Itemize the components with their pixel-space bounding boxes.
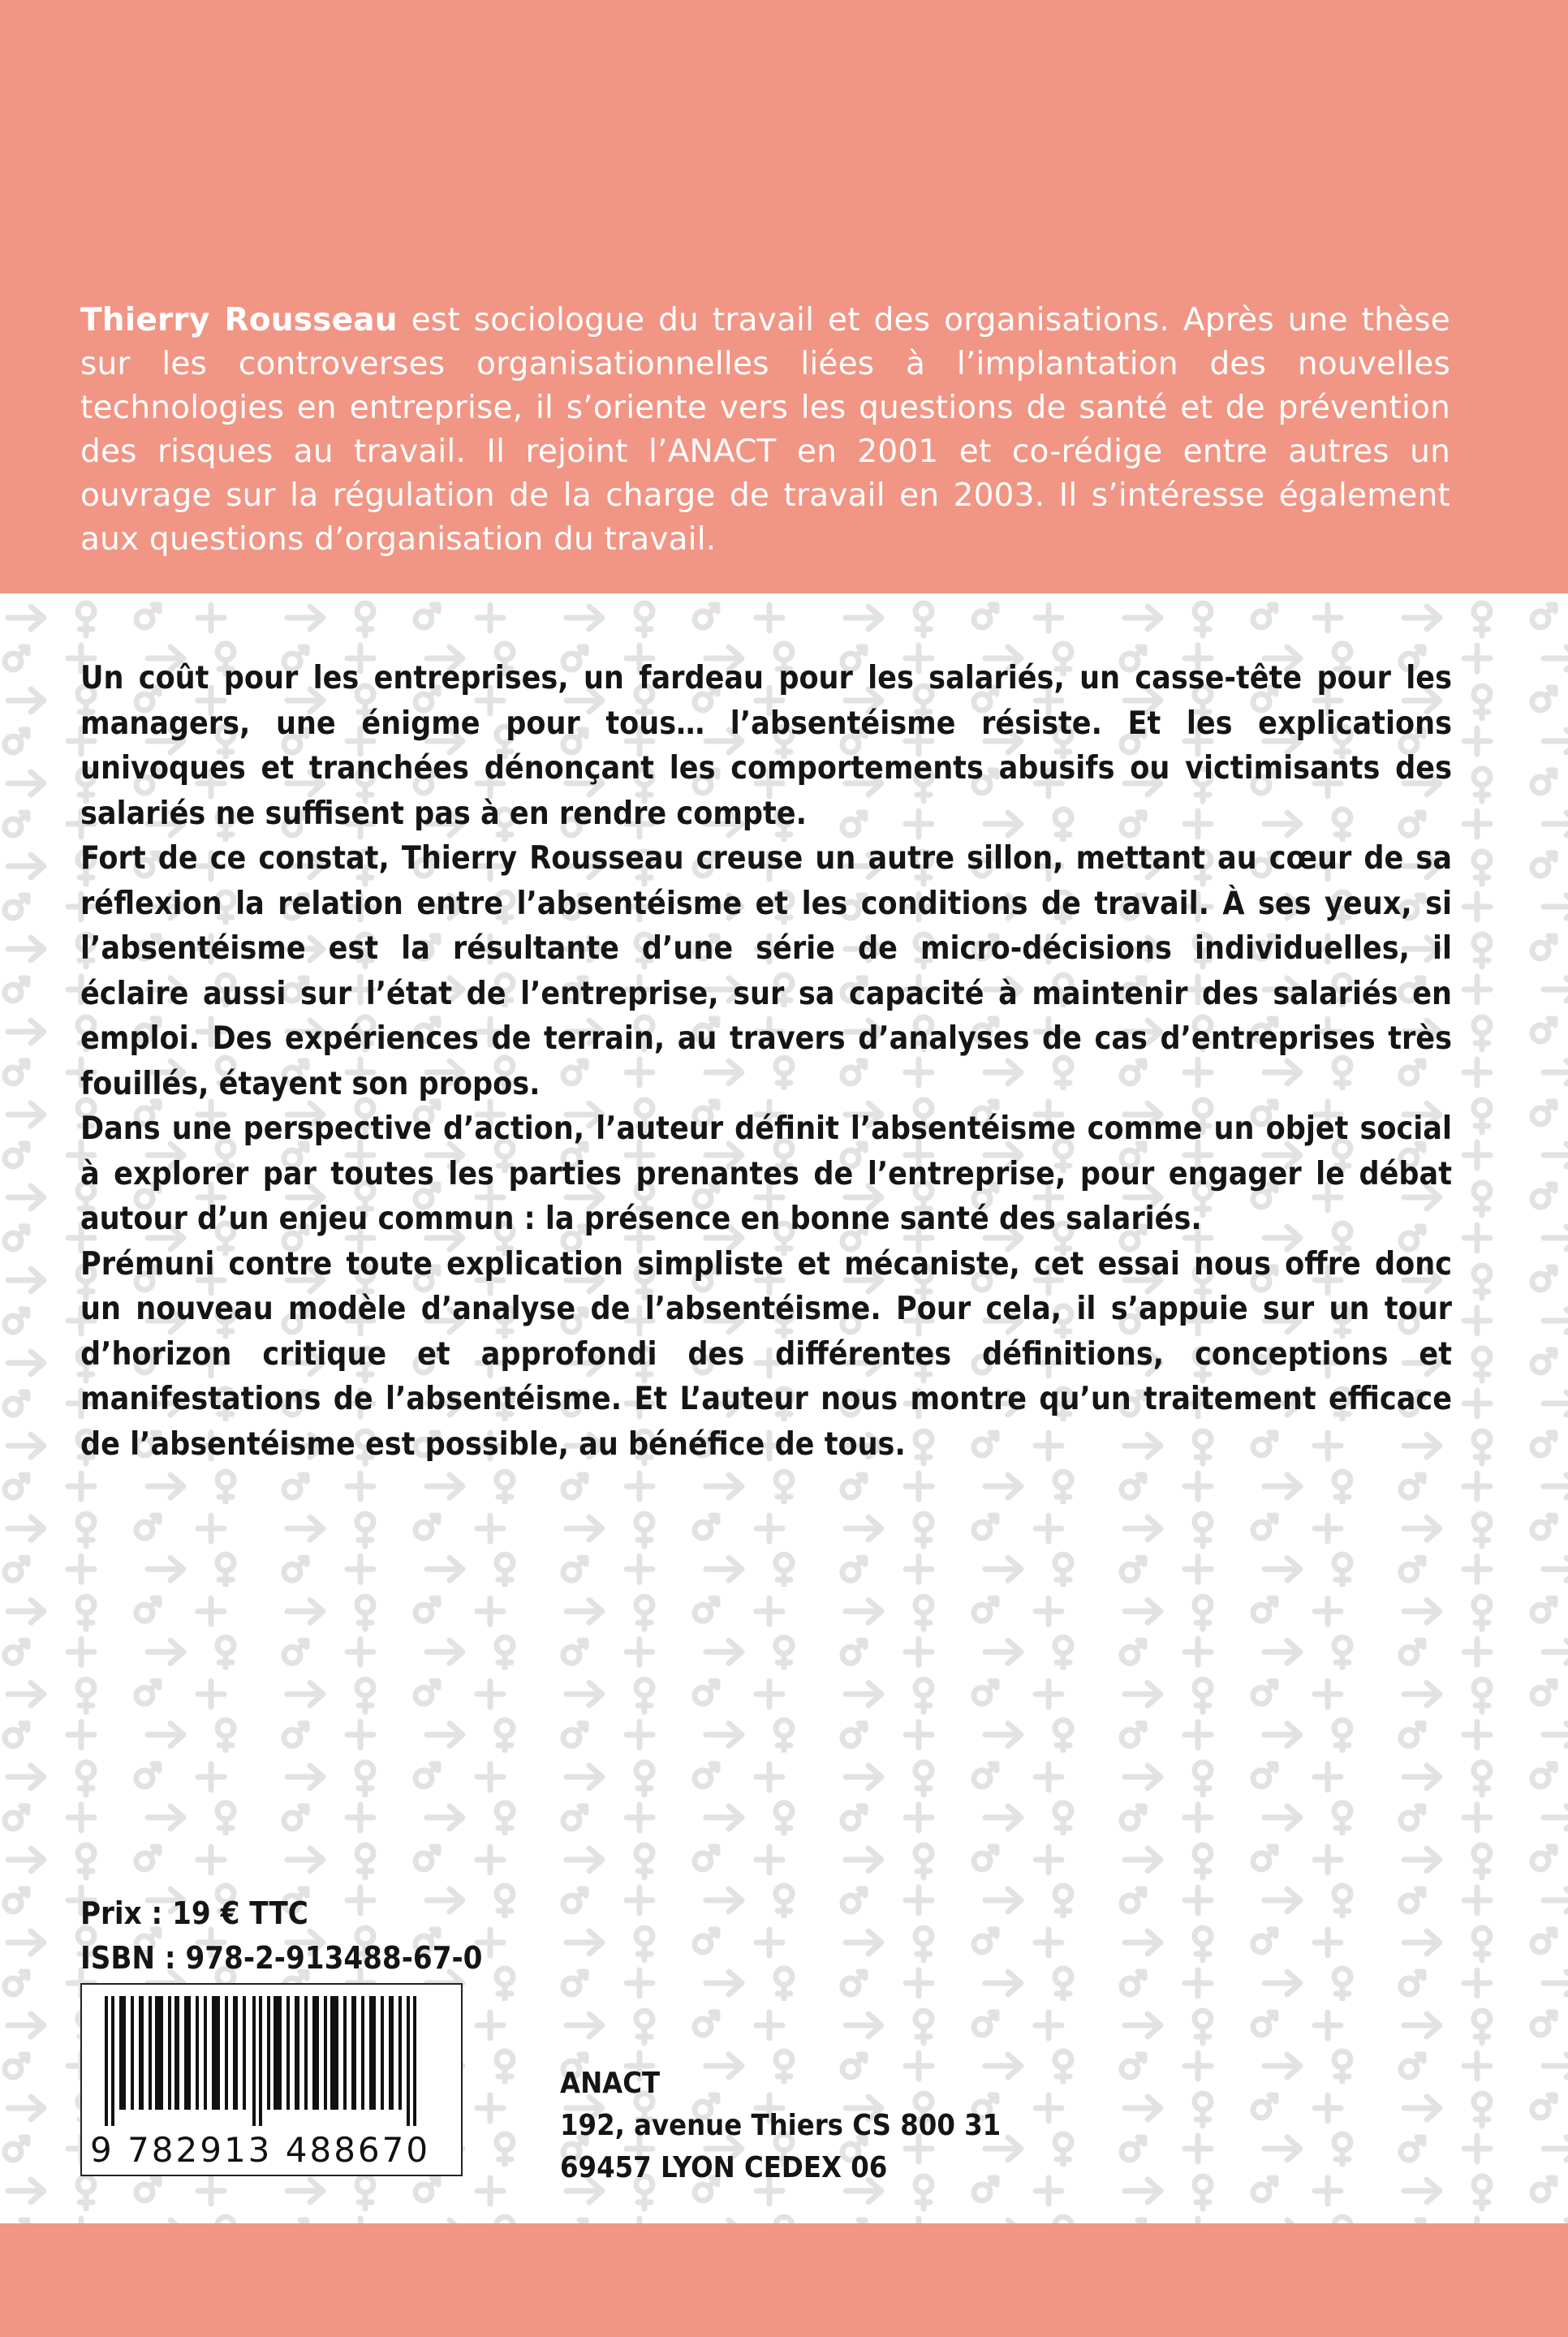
publisher-block: [560, 2063, 1001, 2189]
publisher-name: ANACT: [560, 2067, 661, 2100]
barcode: [80, 1983, 463, 2176]
price-block: [80, 1891, 482, 1981]
bottom-color-band: [0, 2223, 1568, 2337]
blurb-paragraph-1: Un coût pour les entreprises, un fardeau pour les salariés, un casse-tête pour les managers, une énigme pour tous… l’absentéisme résiste. Et les explications univoques et tranchées dénonçant les comportements abusifs ou victimisants des salariés ne suffisent pas à en rendre compte.: [80, 660, 1452, 832]
publisher-address-line1: 192, avenue Thiers CS 800 31: [560, 2109, 1002, 2142]
blurb-paragraph-3: Dans une perspective d’action, l’auteur définit l’absentéisme comme un objet social à explorer par toutes les parties prenantes de l’entreprise, pour engager le débat autour d’un enjeu commun : la présence en bonne santé des salariés.: [80, 1110, 1452, 1237]
blurb: [80, 656, 1452, 1467]
barcode-digits: 9 782913 488670: [90, 2130, 431, 2170]
top-color-band: [0, 0, 1568, 593]
price-line: Prix : 19 € TTC: [80, 1895, 308, 1931]
author-bio: [80, 299, 1450, 562]
isbn-line: ISBN : 978-2-913488-67-0: [80, 1940, 483, 1976]
blurb-paragraph-4: Prémuni contre toute explication simpliste et mécaniste, cet essai nous offre donc un nouveau modèle d’analyse de l’absentéisme. Pour cela, il s’appuie sur un tour d’horizon critique et approfondi des différentes définitions, conceptions et manifestations de l’absentéisme. Et L’auteur nous montre qu’un traitement efficace de l’absentéisme est possible, au bénéfice de tous.: [80, 1245, 1452, 1463]
author-name: Thierry Rousseau: [80, 302, 398, 338]
barcode-bars: [93, 1996, 450, 2126]
blurb-paragraph-2: Fort de ce constat, Thierry Rousseau creuse un autre sillon, mettant au cœur de sa réflexion la relation entre l’absentéisme et les conditions de travail. À ses yeux, si l’absentéisme est la résultante d’une série de micro-décisions individuelles, il éclaire aussi sur l’état de l’entreprise, sur sa capacité à maintenir des salariés en emploi. Des expériences de terrain, au travers d’analyses de cas d’entreprises très fouillés, étayent son propos.: [80, 840, 1452, 1102]
author-bio-text: est sociologue du travail et des organisations. Après une thèse sur les controverses organisationnelles liées à l’implantation des nouvelles technologies en entreprise, il s’oriente vers les questions de santé et de prévention des risques au travail. Il rejoint l’ANACT en 2001 et co-rédige entre autres un ouvrage sur la régulation de la charge de travail en 2003. Il s’intéresse également aux questions d’organisation du travail.: [80, 302, 1450, 558]
publisher-address-line2: 69457 LYON CEDEX 06: [560, 2151, 888, 2184]
